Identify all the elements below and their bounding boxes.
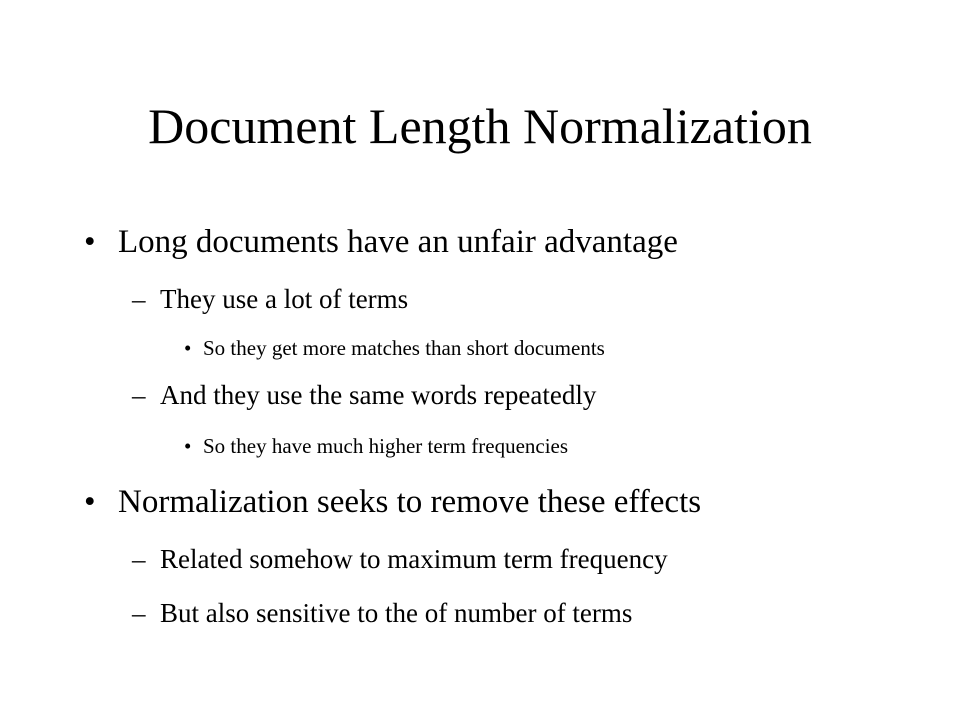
sub-bullet-text: They use a lot of terms (160, 284, 409, 314)
bullet-icon: • (184, 434, 192, 458)
sub-sub-bullet-text: So they get more matches than short documents (203, 336, 605, 360)
bullet-icon: • (184, 336, 192, 360)
sub-bullet-text: Related somehow to maximum term frequency (160, 544, 668, 574)
bullet-icon: • (84, 484, 96, 520)
bullet-icon: • (84, 224, 96, 260)
sub-bullet-text: And they use the same words repeatedly (160, 380, 597, 410)
dash-icon: – (132, 544, 146, 574)
dash-icon: – (132, 380, 146, 410)
slide-title: Document Length Normalization (148, 98, 812, 154)
dash-icon: – (132, 284, 146, 314)
dash-icon: – (132, 598, 146, 628)
sub-sub-bullet-text: So they have much higher term frequencies (203, 434, 569, 458)
bullet-text: Normalization seeks to remove these effects (118, 484, 702, 520)
sub-bullet-text: But also sensitive to the of number of terms (160, 598, 633, 628)
bullet-text: Long documents have an unfair advantage (118, 224, 678, 260)
